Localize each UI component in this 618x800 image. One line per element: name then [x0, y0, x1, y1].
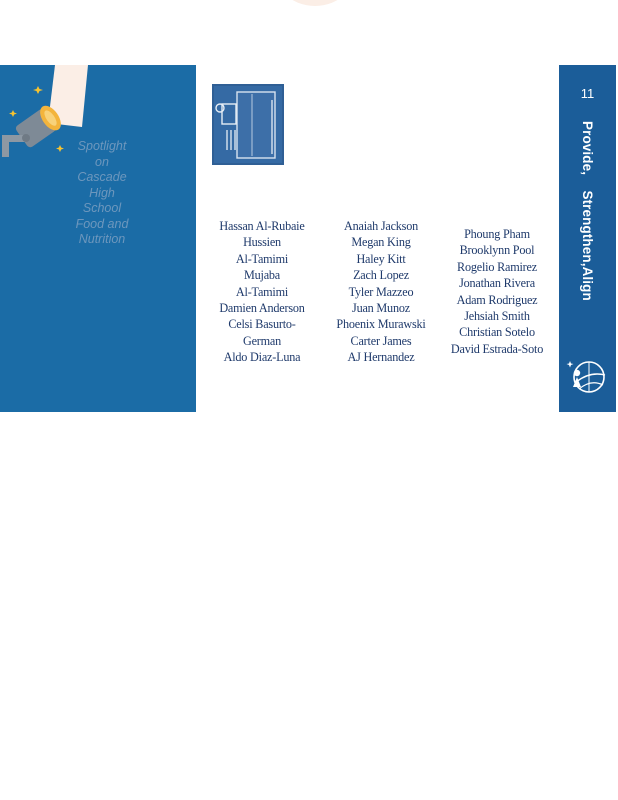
name-item: Al-Tamimi: [235, 251, 289, 266]
names-column-2: [325, 218, 437, 366]
names-column-1: [207, 218, 317, 366]
name-item: Aldo Diaz-Luna: [223, 350, 301, 365]
names-column-3: [442, 226, 552, 357]
name-item: Jonathan Rivera: [459, 276, 535, 291]
name-item: AJ Hernandez: [347, 350, 415, 365]
name-item: Jehsiah Smith: [464, 309, 530, 324]
name-item: Adam Rodriguez: [456, 292, 538, 307]
spotlight-panel: [0, 65, 196, 412]
name-item: Anaiah Jackson: [343, 219, 419, 233]
page-number: 11: [580, 86, 595, 101]
name-item: Phoung Pham: [464, 227, 530, 241]
name-item: Hassan Al-Rubaie: [219, 219, 305, 233]
decorative-circle: [270, 0, 360, 6]
name-item: Al-Tamimi: [235, 284, 289, 299]
name-item: Phoenix Murawski: [336, 317, 426, 332]
name-item: Brooklynn Pool: [459, 243, 535, 258]
name-item: Hussien: [243, 235, 281, 250]
name-item: Carter James: [350, 333, 412, 348]
name-item: Rogelio Ramirez: [457, 259, 537, 274]
name-item: Christian Sotelo: [459, 325, 535, 340]
name-item: Zach Lopez: [353, 268, 409, 283]
name-item: Megan King: [351, 235, 411, 250]
name-item: Mujaba: [243, 268, 281, 283]
name-item: Celsi Basurto-: [228, 317, 296, 332]
spotlight-title: Spotlight on Cascade High School Food and Nutrition: [75, 139, 129, 246]
name-item: Juan Munoz: [352, 301, 410, 316]
section-sidebar: [559, 65, 616, 412]
district-logo-icon: [565, 353, 609, 397]
name-item: Tyler Mazzeo: [348, 284, 414, 299]
name-item: David Estrada-Soto: [450, 341, 544, 356]
name-item: German: [242, 333, 282, 348]
name-item: Damien Anderson: [219, 301, 305, 316]
section-title: Provide, Strengthen,Align: [580, 121, 595, 301]
name-item: Haley Kitt: [356, 251, 406, 266]
kitchen-photo-icon: [212, 84, 284, 165]
